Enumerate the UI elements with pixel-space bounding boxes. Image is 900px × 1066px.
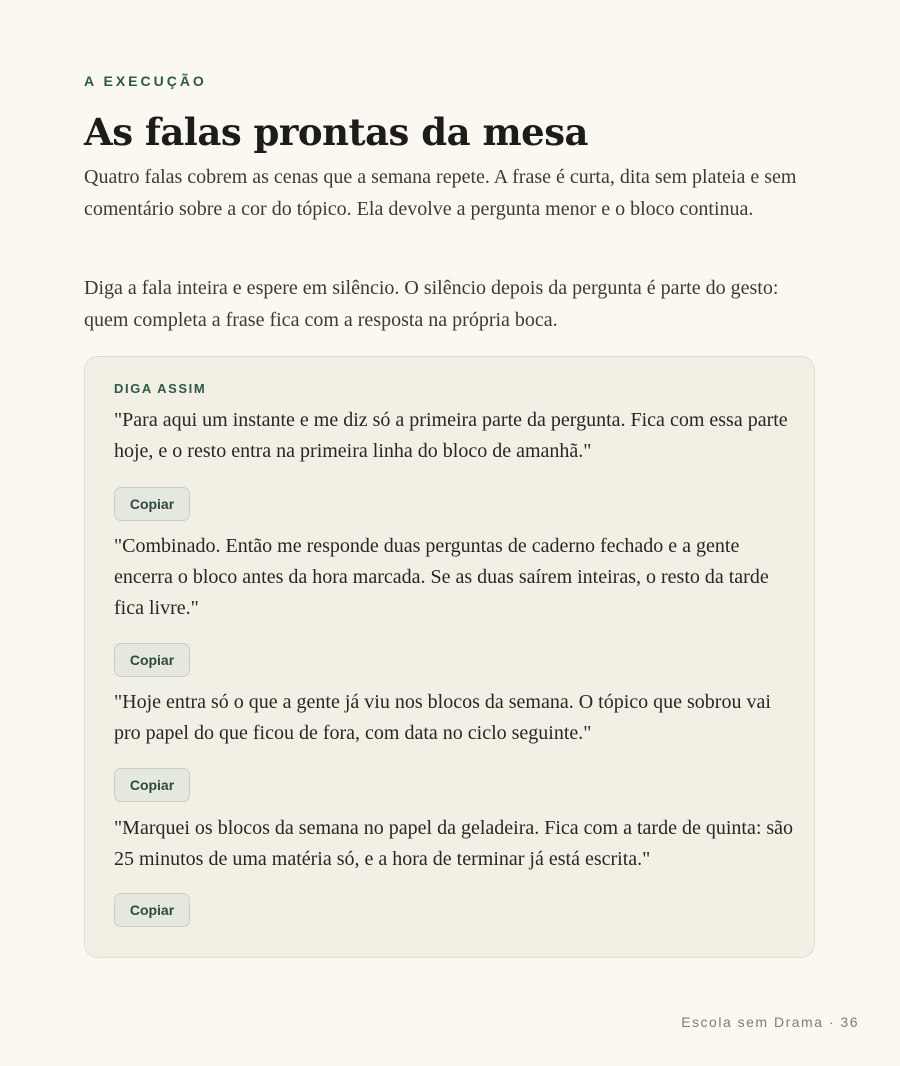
- quote-4: "Marquei os blocos da semana no papel da geladeira. Fica com a tarde de quinta: são 25 minutos de uma matéria só, e a hora de terminar já está escrita.": [114, 817, 794, 870]
- intro-paragraph-1: Quatro falas cobrem as cenas que a semana repete. A frase é curta, dita sem plateia e sem comentário sobre a cor do tópico. Ela devolve a pergunta menor e o bloco continua.: [84, 166, 797, 220]
- copy-button-2[interactable]: Copiar: [114, 643, 190, 677]
- script-card: [84, 356, 815, 958]
- section-eyebrow: A EXECUÇÃO: [84, 73, 207, 89]
- copy-button-3[interactable]: Copiar: [114, 768, 190, 802]
- card-label: DIGA ASSIM: [114, 381, 207, 396]
- quote-2: "Combinado. Então me responde duas perguntas de caderno fechado e a gente encerra o bloco antes da hora marcada. Se as duas saírem inteiras, o resto da tarde fica livre.": [114, 535, 769, 619]
- copy-button-1[interactable]: Copiar: [114, 487, 190, 521]
- quote-1: "Para aqui um instante e me diz só a primeira parte da pergunta. Fica com essa parte hoje, e o resto entra na primeira linha do bloco de amanhã.": [114, 409, 788, 462]
- quote-3: "Hoje entra só o que a gente já viu nos blocos da semana. O tópico que sobrou vai pro papel do que ficou de fora, com data no ciclo seguinte.": [114, 691, 771, 744]
- copy-button-4[interactable]: Copiar: [114, 893, 190, 927]
- intro-paragraph-2: Diga a fala inteira e espere em silêncio. O silêncio depois da pergunta é parte do gesto: quem completa a frase fica com a resposta na própria boca.: [84, 277, 779, 331]
- page-footer: Escola sem Drama · 36: [681, 1014, 859, 1030]
- page-title: As falas prontas da mesa: [84, 110, 588, 154]
